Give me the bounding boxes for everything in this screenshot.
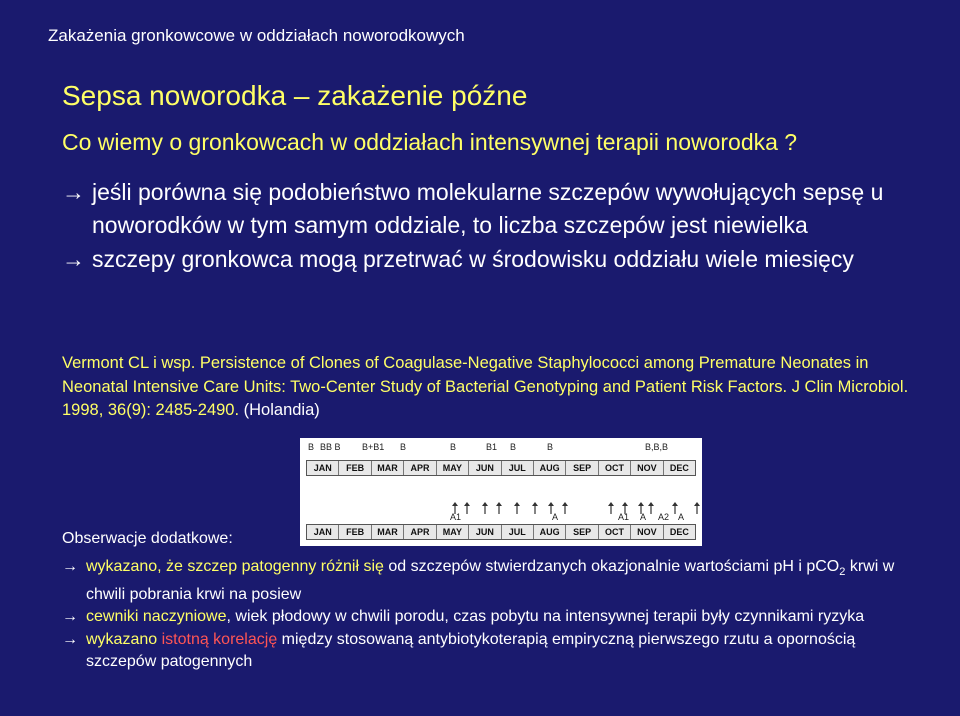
observation-text: krwi w chwili pobrania krwi na posiew	[86, 558, 895, 603]
month-cell: AUG	[534, 525, 566, 539]
month-cell: SEP	[566, 525, 598, 539]
month-cell: OCT	[599, 525, 631, 539]
month-cell: JUN	[469, 525, 501, 539]
month-cell: FEB	[339, 525, 371, 539]
strain-label: A	[640, 512, 647, 522]
strain-label: B	[400, 442, 407, 452]
month-cell: NOV	[631, 461, 663, 475]
up-arrow-icon	[608, 502, 614, 514]
arrow-icon: →	[62, 246, 85, 272]
reference-country: (Holandia)	[239, 401, 320, 419]
bullet-item	[62, 243, 922, 276]
observation-text: między stosowaną antybiotykoterapią empiryczną pierwszego rzutu a opornością szczepów patogennych	[86, 630, 856, 671]
observation-item	[62, 556, 922, 606]
arrow-icon: →	[62, 630, 78, 648]
up-arrow-icon	[694, 502, 700, 514]
bullet-text: szczepy gronkowca mogą przetrwać w środowisku oddziału wiele miesięcy	[92, 246, 854, 272]
month-cell: MAR	[372, 461, 404, 475]
bullet-text: jeśli porówna się podobieństwo molekularne szczepów wywołujących sepsę u noworodków w tym samym oddziale, to liczba szczepów jest niewielka	[92, 179, 884, 238]
up-arrow-icon	[482, 502, 488, 514]
month-cell: OCT	[599, 461, 631, 475]
month-cell: JUL	[502, 461, 534, 475]
month-cell: DEC	[669, 463, 689, 473]
slide-header: Zakażenia gronkowcowe w oddziałach noworodkowych	[48, 26, 465, 45]
observation-text: wykazano	[86, 630, 162, 648]
strain-label: A	[678, 512, 685, 522]
strain-arrows-bottom	[306, 502, 696, 520]
up-arrow-icon	[514, 502, 520, 514]
strain-label: B,B,B	[645, 442, 669, 452]
strain-label: B	[510, 442, 517, 452]
months-row-top	[306, 460, 696, 476]
month-cell: JUN	[469, 461, 501, 475]
month-cell: MAR	[372, 525, 404, 539]
up-arrow-icon	[464, 502, 470, 514]
strain-label: B+B1	[362, 442, 385, 452]
month-cell: APR	[404, 461, 436, 475]
observations-title: Obserwacje dodatkowe:	[62, 530, 233, 547]
bullet-item	[62, 176, 922, 241]
arrow-icon: →	[62, 558, 78, 575]
up-arrow-icon	[562, 502, 568, 514]
slide-title: Sepsa noworodka – zakażenie późne	[62, 80, 528, 111]
month-cell: SEP	[566, 461, 598, 475]
slide-subtitle: Co wiemy o gronkowcach w oddziałach intensywnej terapii noworodka ?	[62, 129, 798, 155]
strain-label: B	[308, 442, 315, 452]
month-cell: NOV	[631, 525, 663, 539]
month-cell: JAN	[307, 525, 339, 539]
strain-label: B1	[486, 442, 498, 452]
up-arrow-icon	[532, 502, 538, 514]
observation-item	[62, 629, 922, 674]
arrow-icon: →	[62, 179, 85, 205]
up-arrow-icon	[496, 502, 502, 514]
month-cell: MAY	[437, 461, 469, 475]
reference-citation: Vermont CL i wsp. Persistence of Clones of Coagulase-Negative Staphylococci among Premature Neonates in Neonatal Intensive Care Units: Two-Center Study of Bacterial Genotyping and Patient Risk Factors. J Clin Microbiol. 1998, 36(9): 2485-2490.	[62, 354, 909, 419]
strain-label: B	[450, 442, 457, 452]
observation-text: wykazano, że szczep patogenny różnił się	[86, 558, 384, 575]
main-bullets	[62, 176, 922, 276]
strain-label: BB B	[320, 442, 341, 452]
month-cell: FEB	[339, 461, 371, 475]
observation-item	[62, 606, 922, 629]
reference	[62, 352, 922, 423]
strain-label: A	[552, 512, 559, 522]
subscript: 2	[839, 566, 846, 579]
observations-list	[62, 556, 922, 674]
observation-text: cewniki naczyniowe	[86, 608, 227, 626]
strain-label: B	[547, 442, 554, 452]
observation-text: od szczepów stwierdzanych okazjonalnie wartościami pH i pCO	[383, 558, 840, 575]
observation-text: istotną korelację	[161, 630, 278, 648]
month-cell: JAN	[307, 461, 339, 475]
month-cell: APR	[404, 525, 436, 539]
strain-label: A1	[618, 512, 630, 522]
observation-text: , wiek płodowy w chwili porodu, czas pobytu na intensywnej terapii były czynnikami ryzyka	[226, 608, 865, 626]
strain-label: A2	[658, 512, 670, 522]
month-cell: AUG	[534, 461, 566, 475]
arrow-icon: →	[62, 608, 78, 626]
strain-label: A1	[450, 512, 462, 522]
month-cell: MAY	[437, 525, 469, 539]
month-cell: DEC	[669, 527, 689, 537]
up-arrow-icon	[648, 502, 654, 514]
genotype-timeline-figure	[300, 438, 702, 546]
months-row-bottom	[306, 524, 696, 540]
month-cell: JUL	[502, 525, 534, 539]
